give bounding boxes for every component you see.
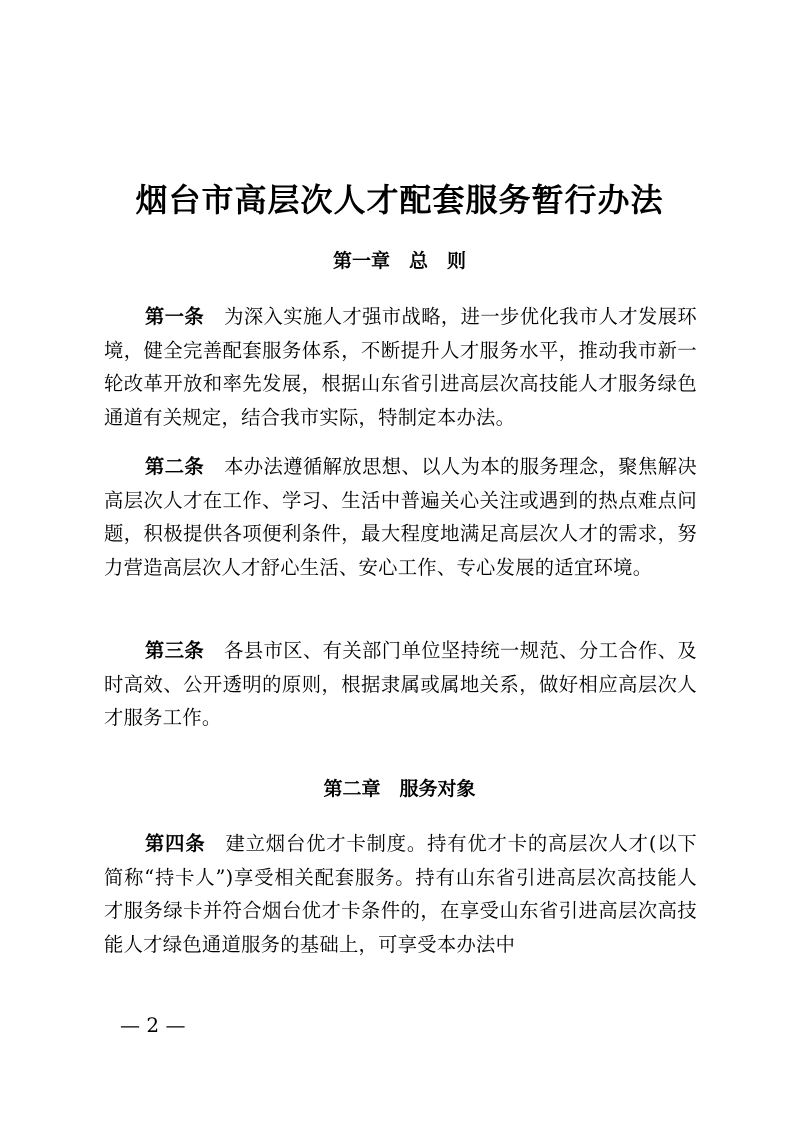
chapter-heading-service-targets: 第二章 服务对象	[323, 778, 476, 800]
article-label: 第一条	[145, 305, 205, 328]
document-title: 烟台市高层次人才配套服务暂行办法	[135, 181, 664, 219]
article-label: 第二条	[145, 455, 205, 478]
article-paragraph	[104, 300, 697, 434]
page-number: — 2 —	[120, 1013, 186, 1037]
article-text: 各县市区、有关部门单位坚持统一规范、分工合作、及时高效、公开透明的原则，根据隶属或属地关系，做好相应高层次人才服务工作。	[104, 639, 697, 729]
chapter-heading-general: 第一章 总 则	[332, 250, 466, 272]
article-label: 第三条	[145, 639, 205, 662]
article-text: 为深入实施人才强市战略，进一步优化我市人才发展环境，健全完善配套服务体系，不断提升人才服务水平，推动我市新一轮改革开放和率先发展，根据山东省引进高层次高技能人才服务绿色通道有关规定，结合我市实际，特制定本办法。	[104, 305, 697, 429]
article-paragraph	[104, 827, 697, 961]
article-label: 第四条	[145, 832, 206, 855]
article-text: 本办法遵循解放思想、以人为本的服务理念，聚焦解决高层次人才在工作、学习、生活中普遍关心关注或遇到的热点难点问题，积极提供各项便利条件，最大程度地满足高层次人才的需求，努力营造高层次人才舒心生活、安心工作、专心发展的适宜环境。	[104, 455, 697, 579]
article-text: 建立烟台优才卡制度。持有优才卡的高层次人才(以下简称“持卡人”)享受相关配套服务。持有山东省引进高层次高技能人才服务绿卡并符合烟台优才卡条件的，在享受山东省引进高层次高技能人才绿色通道服务的基础上，可享受本办法中	[104, 832, 697, 956]
article-paragraph	[104, 634, 697, 735]
article-paragraph	[104, 450, 697, 584]
